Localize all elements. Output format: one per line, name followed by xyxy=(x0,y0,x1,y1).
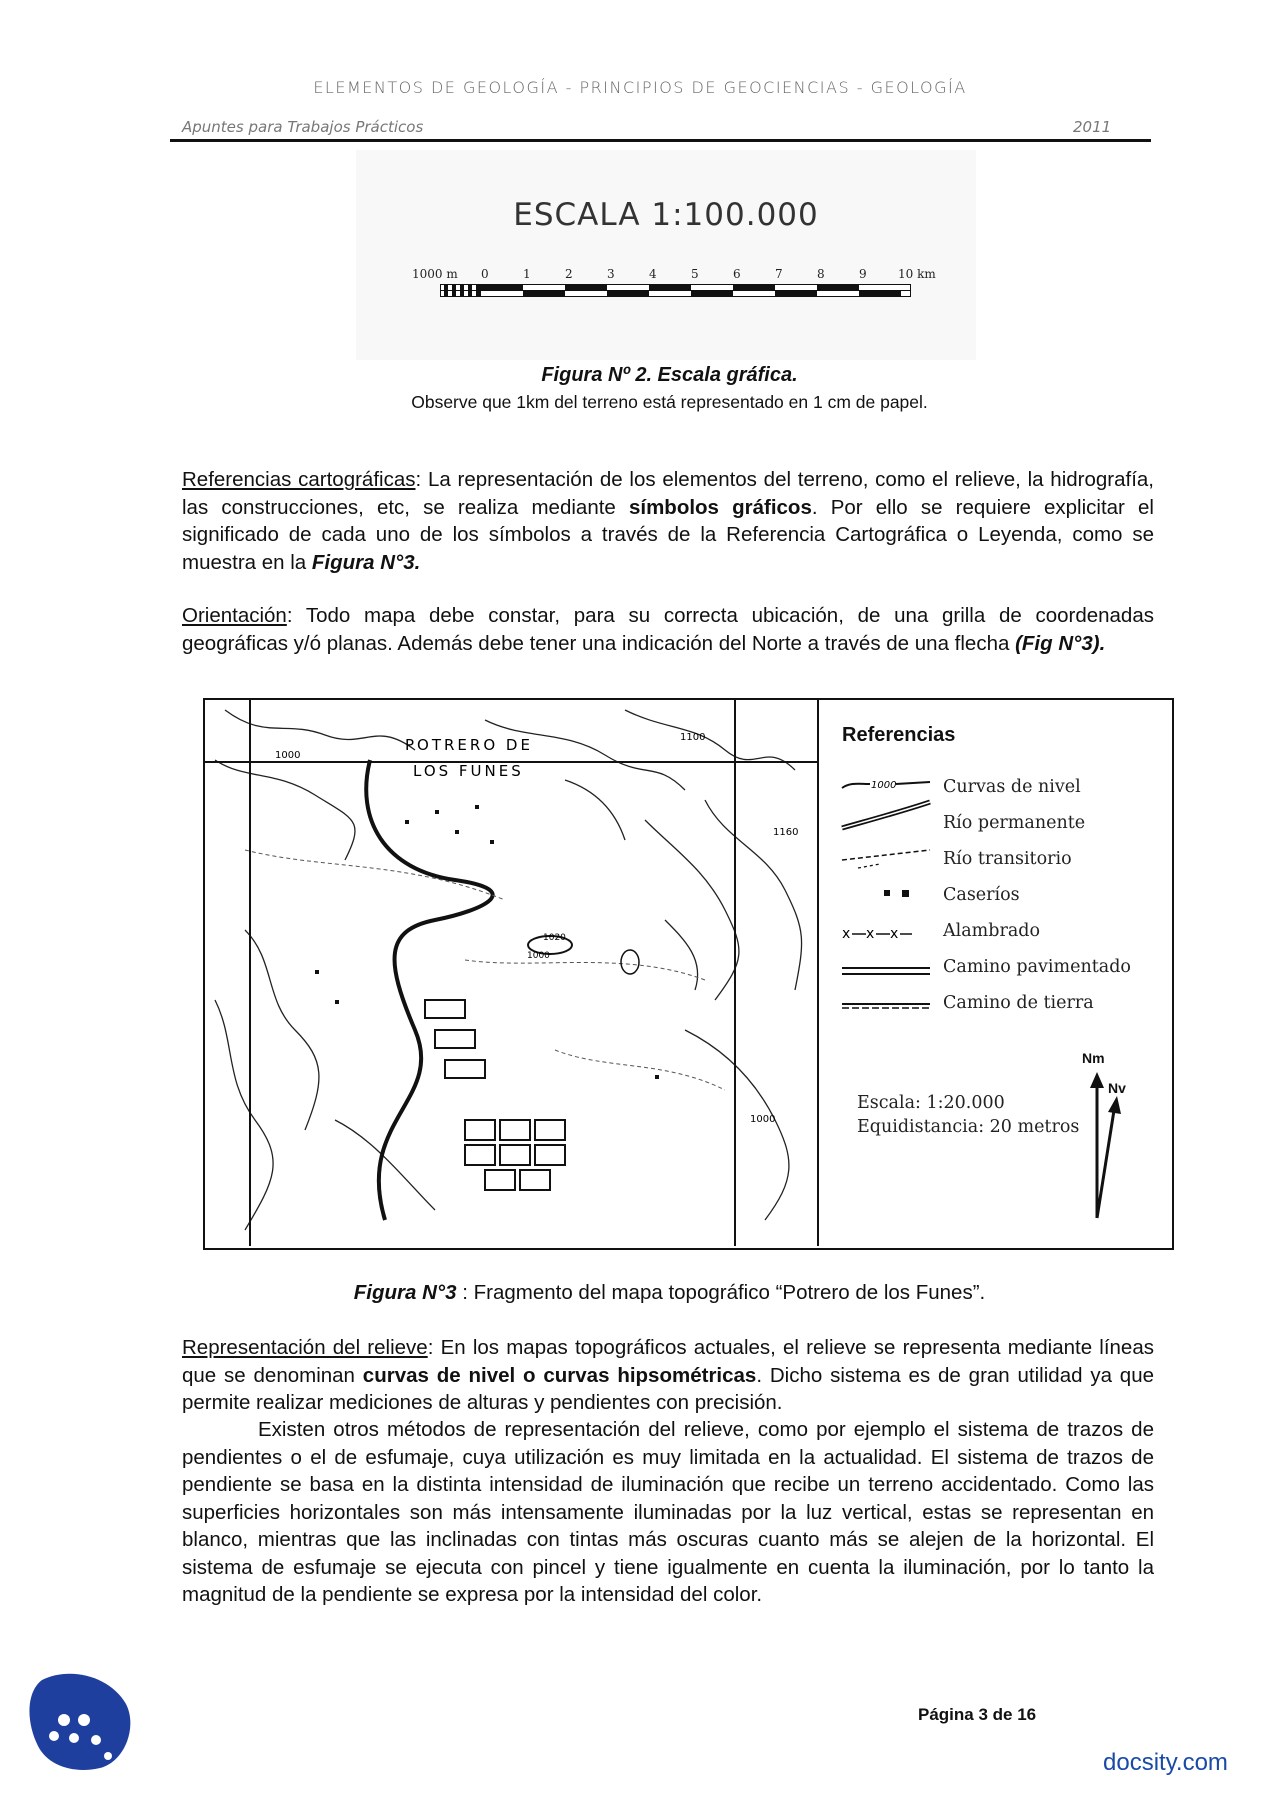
paragraph-metodos: Existen otros métodos de representación del relieve, como por ejemplo el sistema de trazos de pendientes o el de esfumaje, cuya utilización es muy limitada en la actualidad. El sistema de trazos de pendiente se basa en la distinta intensidad de iluminación que recibe un terreno accidentado. Como las superficies horizontales son más intensamente iluminadas por la luz vertical, estas se representan en blanco, mientras que las inclinadas con tintas más oscuras cuanto más se alejen de la horizontal. El sistema de esfumaje se ejecuta con pincel y tiene igualmente en cuenta la iluminación, por lo tanto la magnitud de la pendiente se expresa por la intensidad del color. xyxy=(182,1418,1154,1606)
scale-label-1: 1 xyxy=(523,267,531,281)
legend-item-camino-pavimentado: Camino pavimentado xyxy=(943,957,1131,977)
document-header-title: ELEMENTOS DE GEOLOGÍA - PRINCIPIOS DE GEOCIENCIAS - GEOLOGÍA xyxy=(313,78,967,97)
scale-label-0: 0 xyxy=(481,267,489,281)
contour-label: 1000 xyxy=(275,750,301,761)
document-header-subtitle: Apuntes para Trabajos Prácticos xyxy=(182,118,424,136)
scale-label-6: 6 xyxy=(733,267,741,281)
legend-contour-sample: 1000 xyxy=(871,780,897,791)
figure-2-caption-title: Figura Nº 2. Escala gráfica. xyxy=(541,364,798,386)
contour-label: 1020 xyxy=(543,933,566,943)
legend-item-camino-tierra: Camino de tierra xyxy=(943,993,1094,1013)
figure-2-caption-text: Observe que 1km del terreno está representado en 1 cm de papel. xyxy=(411,392,928,412)
scale-label-10km: 10 km xyxy=(898,267,936,281)
svg-text:x: x xyxy=(866,926,875,942)
header-rule xyxy=(170,139,1151,142)
docsity-logo-icon xyxy=(24,1664,134,1774)
scale-bar xyxy=(440,284,920,300)
legend-item-curvas: Curvas de nivel xyxy=(943,777,1081,797)
legend-item-rio-permanente: Río permanente xyxy=(943,813,1086,833)
docsity-brand-link[interactable]: docsity.com xyxy=(1103,1749,1228,1776)
legend-title: Referencias xyxy=(842,724,956,746)
map-name-line-2: LOS FUNES xyxy=(413,762,524,780)
paragraph-referencias: Referencias cartográficas: La representación de los elementos del terreno, como el relieve, la hidrografía, las construcciones, etc, se realiza mediante símbolos gráficos. Por ello se requiere explicitar el significado de cada uno de los símbolos a través de la Referencia Cartográfica o Leyenda, como se muestra en la Figura N°3. xyxy=(182,468,1154,574)
legend-item-rio-transitorio: Río transitorio xyxy=(943,849,1072,869)
heading-orientacion: Orientación xyxy=(182,604,287,627)
page-number: Página 3 de 16 xyxy=(918,1705,1037,1724)
north-arrow-icon xyxy=(1080,1068,1140,1228)
svg-text:x: x xyxy=(842,926,851,942)
north-true-label: Nv xyxy=(1108,1080,1126,1096)
figure-reference: (Fig N°3). xyxy=(1015,631,1106,655)
figure-2-image xyxy=(356,150,976,360)
map-legend-divider xyxy=(817,700,819,1246)
topographic-map xyxy=(205,700,817,1246)
scale-label-3: 3 xyxy=(607,267,615,281)
document-header-year: 2011 xyxy=(1073,118,1112,136)
scale-label-1000m: 1000 m xyxy=(412,267,458,281)
legend-symbols xyxy=(840,772,940,1012)
heading-relieve: Representación del relieve xyxy=(182,1336,428,1359)
svg-text:x: x xyxy=(890,926,899,942)
legend-item-caserios: Caseríos xyxy=(943,885,1020,905)
legend-item-alambrado: Alambrado xyxy=(943,921,1041,941)
scale-label-4: 4 xyxy=(649,267,657,281)
paragraph-relieve: Representación del relieve: En los mapas topográficos actuales, el relieve se representa mediante líneas que se denominan curvas de nivel o curvas hipsométricas. Dicho sistema es de gran utilidad ya que permite realizar mediciones de alturas y pendientes con precisión. xyxy=(182,1336,1155,1414)
contour-label: 1160 xyxy=(773,827,799,838)
figure-3-caption: Figura N°3 : Fragmento del mapa topográfico “Potrero de los Funes”. xyxy=(353,1281,986,1304)
map-equidistance: Equidistancia: 20 metros xyxy=(857,1117,1080,1137)
scale-title: ESCALA 1:100.000 xyxy=(513,197,819,233)
figure-3-caption-title: Figura N°3 xyxy=(353,1281,457,1304)
contour-label: 1100 xyxy=(680,732,706,743)
figure-reference: Figura N°3. xyxy=(311,550,421,574)
heading-referencias: Referencias cartográficas xyxy=(182,468,416,491)
scale-label-8: 8 xyxy=(817,267,825,281)
scale-label-5: 5 xyxy=(691,267,699,281)
map-name-line-1: POTRERO DE xyxy=(405,736,533,754)
scale-label-9: 9 xyxy=(859,267,867,281)
north-magnetic-label: Nm xyxy=(1082,1050,1105,1066)
scale-label-2: 2 xyxy=(565,267,573,281)
map-scale: Escala: 1:20.000 xyxy=(857,1093,1005,1113)
contour-label: 1000 xyxy=(527,951,550,961)
paragraph-orientacion: Orientación: Todo mapa debe constar, para su correcta ubicación, de una grilla de coordenadas geográficas y/ó planas. Además debe tener una indicación del Norte a través de una flecha (Fig N°3). xyxy=(182,604,1154,655)
scale-label-7: 7 xyxy=(775,267,783,281)
contour-label: 1000 xyxy=(750,1114,776,1125)
